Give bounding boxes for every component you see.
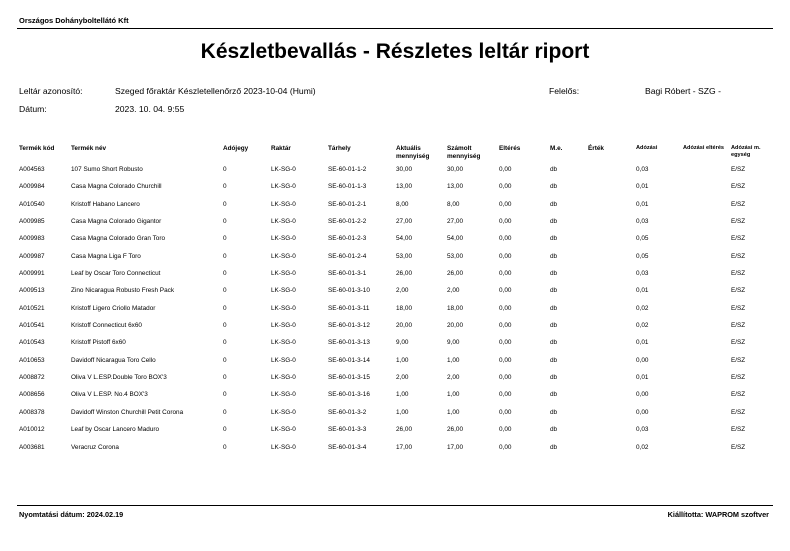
cell-tax: 0,01 xyxy=(636,183,649,191)
date-value: 2023. 10. 04. 9:55 xyxy=(115,104,185,114)
table-row xyxy=(0,426,790,443)
cell-tax: 0,02 xyxy=(636,322,649,330)
cell-tax-unit: E/SZ xyxy=(731,287,746,295)
cell-tax-unit: E/SZ xyxy=(731,200,746,208)
cell-counted-quantity: 17,00 xyxy=(447,443,463,451)
cell-warehouse: LK-SG-0 xyxy=(271,339,296,347)
col-header-value: Érték xyxy=(588,145,604,152)
cell-product-code: A010540 xyxy=(19,200,45,208)
issuer: Kiállította: WAPROM szoftver xyxy=(667,510,769,519)
cell-difference: 0,00 xyxy=(499,356,512,364)
col-header-storage-location: Tárhely xyxy=(328,145,351,152)
cell-warehouse: LK-SG-0 xyxy=(271,218,296,226)
cell-difference: 0,00 xyxy=(499,391,512,399)
cell-tax: 0,02 xyxy=(636,443,649,451)
cell-tax-stamp: 0 xyxy=(223,374,227,382)
cell-warehouse: LK-SG-0 xyxy=(271,391,296,399)
table-row xyxy=(0,218,790,235)
cell-difference: 0,00 xyxy=(499,252,512,260)
cell-tax-stamp: 0 xyxy=(223,391,227,399)
cell-unit: db xyxy=(550,166,558,173)
cell-tax: 0,05 xyxy=(636,235,649,243)
cell-difference: 0,00 xyxy=(499,426,512,434)
cell-tax: 0,01 xyxy=(636,339,649,347)
cell-tax-stamp: 0 xyxy=(223,200,227,208)
cell-product-name: Kristoff Ligero Criollo Matador xyxy=(71,304,156,312)
cell-current-quantity: 27,00 xyxy=(396,218,412,226)
table-row xyxy=(0,305,790,322)
cell-current-quantity: 8,00 xyxy=(396,200,409,208)
cell-unit: db xyxy=(550,183,558,191)
cell-tax-stamp: 0 xyxy=(223,287,227,295)
cell-tax-unit: E/SZ xyxy=(731,391,746,399)
cell-tax: 0,03 xyxy=(636,426,649,434)
cell-product-code: A009984 xyxy=(19,183,45,191)
cell-warehouse: LK-SG-0 xyxy=(271,235,296,243)
cell-tax-unit: E/SZ xyxy=(731,218,746,226)
cell-tax-unit: E/SZ xyxy=(731,408,746,416)
cell-counted-quantity: 8,00 xyxy=(447,200,460,208)
table-row xyxy=(0,444,790,461)
cell-difference: 0,00 xyxy=(499,322,512,330)
cell-difference: 0,00 xyxy=(499,408,512,416)
cell-product-code: A008378 xyxy=(19,408,45,416)
cell-product-name: Casa Magna Colorado Churchill xyxy=(71,183,162,191)
cell-warehouse: LK-SG-0 xyxy=(271,356,296,364)
cell-product-name: Veracruz Corona xyxy=(71,443,119,451)
cell-difference: 0,00 xyxy=(499,304,512,312)
table-row xyxy=(0,322,790,339)
cell-tax: 0,00 xyxy=(636,356,649,364)
cell-product-code: A009983 xyxy=(19,235,45,243)
cell-product-code: A008872 xyxy=(19,374,45,382)
cell-tax-unit: E/SZ xyxy=(731,356,746,364)
col-header-tax-unit: Adózási m. egység xyxy=(731,145,761,158)
cell-tax: 0,01 xyxy=(636,200,649,208)
cell-unit: db xyxy=(550,322,558,330)
table-row xyxy=(0,183,790,200)
cell-product-name: Casa Magna Colorado Gran Toro xyxy=(71,235,166,243)
cell-product-name: Kristoff Pistoff 6x60 xyxy=(71,339,126,347)
cell-warehouse: LK-SG-0 xyxy=(271,374,296,382)
cell-tax-stamp: 0 xyxy=(223,356,227,364)
cell-unit: db xyxy=(550,339,558,347)
cell-difference: 0,00 xyxy=(499,287,512,295)
col-header-product-name: Termék név xyxy=(71,145,107,152)
cell-storage-location: SE-60-01-3-15 xyxy=(328,374,370,382)
cell-storage-location: SE-60-01-2-1 xyxy=(328,200,367,208)
cell-current-quantity: 54,00 xyxy=(396,235,412,243)
cell-storage-location: SE-60-01-3-12 xyxy=(328,322,370,330)
cell-tax-stamp: 0 xyxy=(223,252,227,260)
table-row xyxy=(0,339,790,356)
cell-counted-quantity: 2,00 xyxy=(447,374,460,382)
cell-counted-quantity: 27,00 xyxy=(447,218,463,226)
cell-current-quantity: 9,00 xyxy=(396,339,409,347)
cell-product-name: Casa Magna Liga F Toro xyxy=(71,252,141,260)
cell-current-quantity: 30,00 xyxy=(396,166,412,173)
cell-unit: db xyxy=(550,374,558,382)
cell-storage-location: SE-60-01-3-2 xyxy=(328,408,367,416)
cell-warehouse: LK-SG-0 xyxy=(271,443,296,451)
cell-storage-location: SE-60-01-1-3 xyxy=(328,183,367,191)
cell-difference: 0,00 xyxy=(499,200,512,208)
cell-tax: 0,01 xyxy=(636,287,649,295)
cell-tax-unit: E/SZ xyxy=(731,443,746,451)
col-header-current-quantity: Aktuális mennyiség xyxy=(396,145,430,160)
cell-counted-quantity: 2,00 xyxy=(447,287,460,295)
cell-tax: 0,00 xyxy=(636,408,649,416)
table-body xyxy=(0,166,790,461)
cell-product-code: A010541 xyxy=(19,322,45,330)
cell-product-name: Davidoff Nicaragua Toro Cello xyxy=(71,356,156,364)
cell-tax-unit: E/SZ xyxy=(731,304,746,312)
table-row xyxy=(0,270,790,287)
cell-difference: 0,00 xyxy=(499,443,512,451)
cell-warehouse: LK-SG-0 xyxy=(271,426,296,434)
cell-unit: db xyxy=(550,200,558,208)
company-name: Országos Dohányboltellátó Kft xyxy=(19,16,129,25)
cell-unit: db xyxy=(550,408,558,416)
cell-difference: 0,00 xyxy=(499,270,512,278)
cell-product-name: Leaf by Oscar Toro Connecticut xyxy=(71,270,161,278)
cell-unit: db xyxy=(550,287,558,295)
cell-tax-unit: E/SZ xyxy=(731,270,746,278)
cell-tax-stamp: 0 xyxy=(223,218,227,226)
date-label: Dátum: xyxy=(19,104,47,114)
cell-product-name: Kristoff Habano Lancero xyxy=(71,200,140,208)
cell-product-name: Oliva V L.ESP. No.4 BOX'3 xyxy=(71,391,148,399)
cell-storage-location: SE-60-01-3-3 xyxy=(328,426,367,434)
cell-storage-location: SE-60-01-3-16 xyxy=(328,391,370,399)
responsible-value: Bagi Róbert - SZG - xyxy=(645,86,721,96)
cell-storage-location: SE-60-01-1-2 xyxy=(328,166,367,173)
cell-storage-location: SE-60-01-2-4 xyxy=(328,252,367,260)
table-row xyxy=(0,166,790,183)
cell-current-quantity: 26,00 xyxy=(396,270,412,278)
cell-counted-quantity: 30,00 xyxy=(447,166,463,173)
cell-unit: db xyxy=(550,218,558,226)
cell-product-code: A009987 xyxy=(19,252,45,260)
cell-counted-quantity: 9,00 xyxy=(447,339,460,347)
cell-unit: db xyxy=(550,304,558,312)
cell-tax-stamp: 0 xyxy=(223,322,227,330)
cell-tax-stamp: 0 xyxy=(223,235,227,243)
table-row xyxy=(0,235,790,252)
cell-current-quantity: 20,00 xyxy=(396,322,412,330)
cell-warehouse: LK-SG-0 xyxy=(271,166,296,173)
cell-tax-stamp: 0 xyxy=(223,304,227,312)
cell-tax-unit: E/SZ xyxy=(731,374,746,382)
cell-product-code: A004563 xyxy=(19,166,45,173)
cell-current-quantity: 18,00 xyxy=(396,304,412,312)
cell-tax-stamp: 0 xyxy=(223,426,227,434)
cell-counted-quantity: 26,00 xyxy=(447,426,463,434)
cell-warehouse: LK-SG-0 xyxy=(271,304,296,312)
cell-tax: 0,03 xyxy=(636,166,649,173)
cell-tax-unit: E/SZ xyxy=(731,252,746,260)
cell-counted-quantity: 18,00 xyxy=(447,304,463,312)
cell-tax-stamp: 0 xyxy=(223,270,227,278)
cell-counted-quantity: 1,00 xyxy=(447,356,460,364)
cell-warehouse: LK-SG-0 xyxy=(271,252,296,260)
cell-warehouse: LK-SG-0 xyxy=(271,183,296,191)
cell-unit: db xyxy=(550,356,558,364)
cell-storage-location: SE-60-01-2-3 xyxy=(328,235,367,243)
cell-tax: 0,02 xyxy=(636,304,649,312)
cell-storage-location: SE-60-01-3-13 xyxy=(328,339,370,347)
cell-storage-location: SE-60-01-3-11 xyxy=(328,304,370,312)
cell-warehouse: LK-SG-0 xyxy=(271,287,296,295)
cell-tax-stamp: 0 xyxy=(223,408,227,416)
col-header-difference: Eltérés xyxy=(499,145,521,152)
cell-current-quantity: 53,00 xyxy=(396,252,412,260)
cell-storage-location: SE-60-01-2-2 xyxy=(328,218,367,226)
cell-tax-unit: E/SZ xyxy=(731,339,746,347)
cell-product-name: Kristoff Connecticut 6x60 xyxy=(71,322,142,330)
cell-current-quantity: 17,00 xyxy=(396,443,412,451)
report-title: Készletbevallás - Részletes leltár riport xyxy=(200,40,590,63)
cell-unit: db xyxy=(550,270,558,278)
table-row xyxy=(0,287,790,304)
col-header-unit: M.e. xyxy=(550,145,563,152)
col-header-warehouse: Raktár xyxy=(271,145,291,152)
cell-current-quantity: 1,00 xyxy=(396,408,409,416)
col-header-tax: Adózási xyxy=(636,145,658,151)
cell-current-quantity: 1,00 xyxy=(396,391,409,399)
cell-tax-unit: E/SZ xyxy=(731,426,746,434)
cell-tax: 0,00 xyxy=(636,391,649,399)
cell-counted-quantity: 54,00 xyxy=(447,235,463,243)
cell-product-name: 107 Sumo Short Robusto xyxy=(71,166,143,173)
cell-unit: db xyxy=(550,252,558,260)
cell-product-code: A003681 xyxy=(19,443,45,451)
cell-counted-quantity: 1,00 xyxy=(447,391,460,399)
cell-product-name: Leaf by Oscar Lancero Maduro xyxy=(71,426,160,434)
responsible-label: Felelős: xyxy=(549,86,580,96)
cell-tax-stamp: 0 xyxy=(223,183,227,191)
table-row xyxy=(0,201,790,218)
cell-product-name: Davidoff Winston Churchill Petit Corona xyxy=(71,408,184,416)
cell-product-code: A009985 xyxy=(19,218,45,226)
cell-product-name: Casa Magna Colorado Gigantor xyxy=(71,218,162,226)
cell-warehouse: LK-SG-0 xyxy=(271,270,296,278)
cell-tax-stamp: 0 xyxy=(223,339,227,347)
cell-current-quantity: 2,00 xyxy=(396,287,409,295)
col-header-counted-quantity: Számolt mennyiség xyxy=(447,145,481,160)
cell-product-code: A010521 xyxy=(19,304,45,312)
cell-product-code: A010012 xyxy=(19,426,45,434)
col-header-tax-difference: Adózási eltérés xyxy=(683,145,725,151)
cell-tax: 0,01 xyxy=(636,374,649,382)
cell-counted-quantity: 1,00 xyxy=(447,408,460,416)
cell-difference: 0,00 xyxy=(499,339,512,347)
footer-divider xyxy=(17,505,773,506)
cell-unit: db xyxy=(550,391,558,399)
col-header-product-code: Termék kód xyxy=(19,145,55,152)
cell-tax: 0,03 xyxy=(636,270,649,278)
col-header-tax-stamp: Adójegy xyxy=(223,145,249,152)
table-row xyxy=(0,391,790,408)
cell-tax: 0,03 xyxy=(636,218,649,226)
cell-product-code: A010543 xyxy=(19,339,45,347)
cell-difference: 0,00 xyxy=(499,218,512,226)
cell-warehouse: LK-SG-0 xyxy=(271,200,296,208)
cell-product-name: Oliva V L.ESP.Double Toro BOX'3 xyxy=(71,374,167,382)
cell-difference: 0,00 xyxy=(499,166,512,173)
cell-tax-stamp: 0 xyxy=(223,166,227,173)
cell-product-code: A009513 xyxy=(19,287,45,295)
table-row xyxy=(0,253,790,270)
cell-storage-location: SE-60-01-3-14 xyxy=(328,356,370,364)
cell-difference: 0,00 xyxy=(499,374,512,382)
cell-warehouse: LK-SG-0 xyxy=(271,408,296,416)
cell-unit: db xyxy=(550,426,558,434)
header-divider xyxy=(17,28,773,29)
cell-warehouse: LK-SG-0 xyxy=(271,322,296,330)
cell-current-quantity: 26,00 xyxy=(396,426,412,434)
cell-difference: 0,00 xyxy=(499,183,512,191)
cell-tax: 0,05 xyxy=(636,252,649,260)
cell-tax-unit: E/SZ xyxy=(731,235,746,243)
cell-tax-unit: E/SZ xyxy=(731,322,746,330)
table-row xyxy=(0,357,790,374)
cell-counted-quantity: 26,00 xyxy=(447,270,463,278)
cell-product-code: A009991 xyxy=(19,270,45,278)
cell-product-code: A010653 xyxy=(19,356,45,364)
cell-current-quantity: 1,00 xyxy=(396,356,409,364)
cell-tax-unit: E/SZ xyxy=(731,183,746,191)
cell-storage-location: SE-60-01-3-4 xyxy=(328,443,367,451)
cell-counted-quantity: 20,00 xyxy=(447,322,463,330)
cell-storage-location: SE-60-01-3-1 xyxy=(328,270,367,278)
table-row xyxy=(0,409,790,426)
cell-storage-location: SE-60-01-3-10 xyxy=(328,287,370,295)
print-date: Nyomtatási dátum: 2024.02.19 xyxy=(19,510,124,519)
cell-current-quantity: 13,00 xyxy=(396,183,412,191)
cell-current-quantity: 2,00 xyxy=(396,374,409,382)
cell-product-name: Zino Nicaragua Robusto Fresh Pack xyxy=(71,287,175,295)
cell-counted-quantity: 13,00 xyxy=(447,183,463,191)
cell-tax-unit: E/SZ xyxy=(731,166,746,173)
cell-tax-stamp: 0 xyxy=(223,443,227,451)
inventory-id-value: Szeged főraktár Készletellenőrző 2023-10-04 (Humi) xyxy=(115,86,316,96)
cell-counted-quantity: 53,00 xyxy=(447,252,463,260)
table-row xyxy=(0,374,790,391)
cell-product-code: A008656 xyxy=(19,391,45,399)
inventory-id-label: Leltár azonosító: xyxy=(19,86,83,96)
cell-difference: 0,00 xyxy=(499,235,512,243)
cell-unit: db xyxy=(550,235,558,243)
cell-unit: db xyxy=(550,443,558,451)
